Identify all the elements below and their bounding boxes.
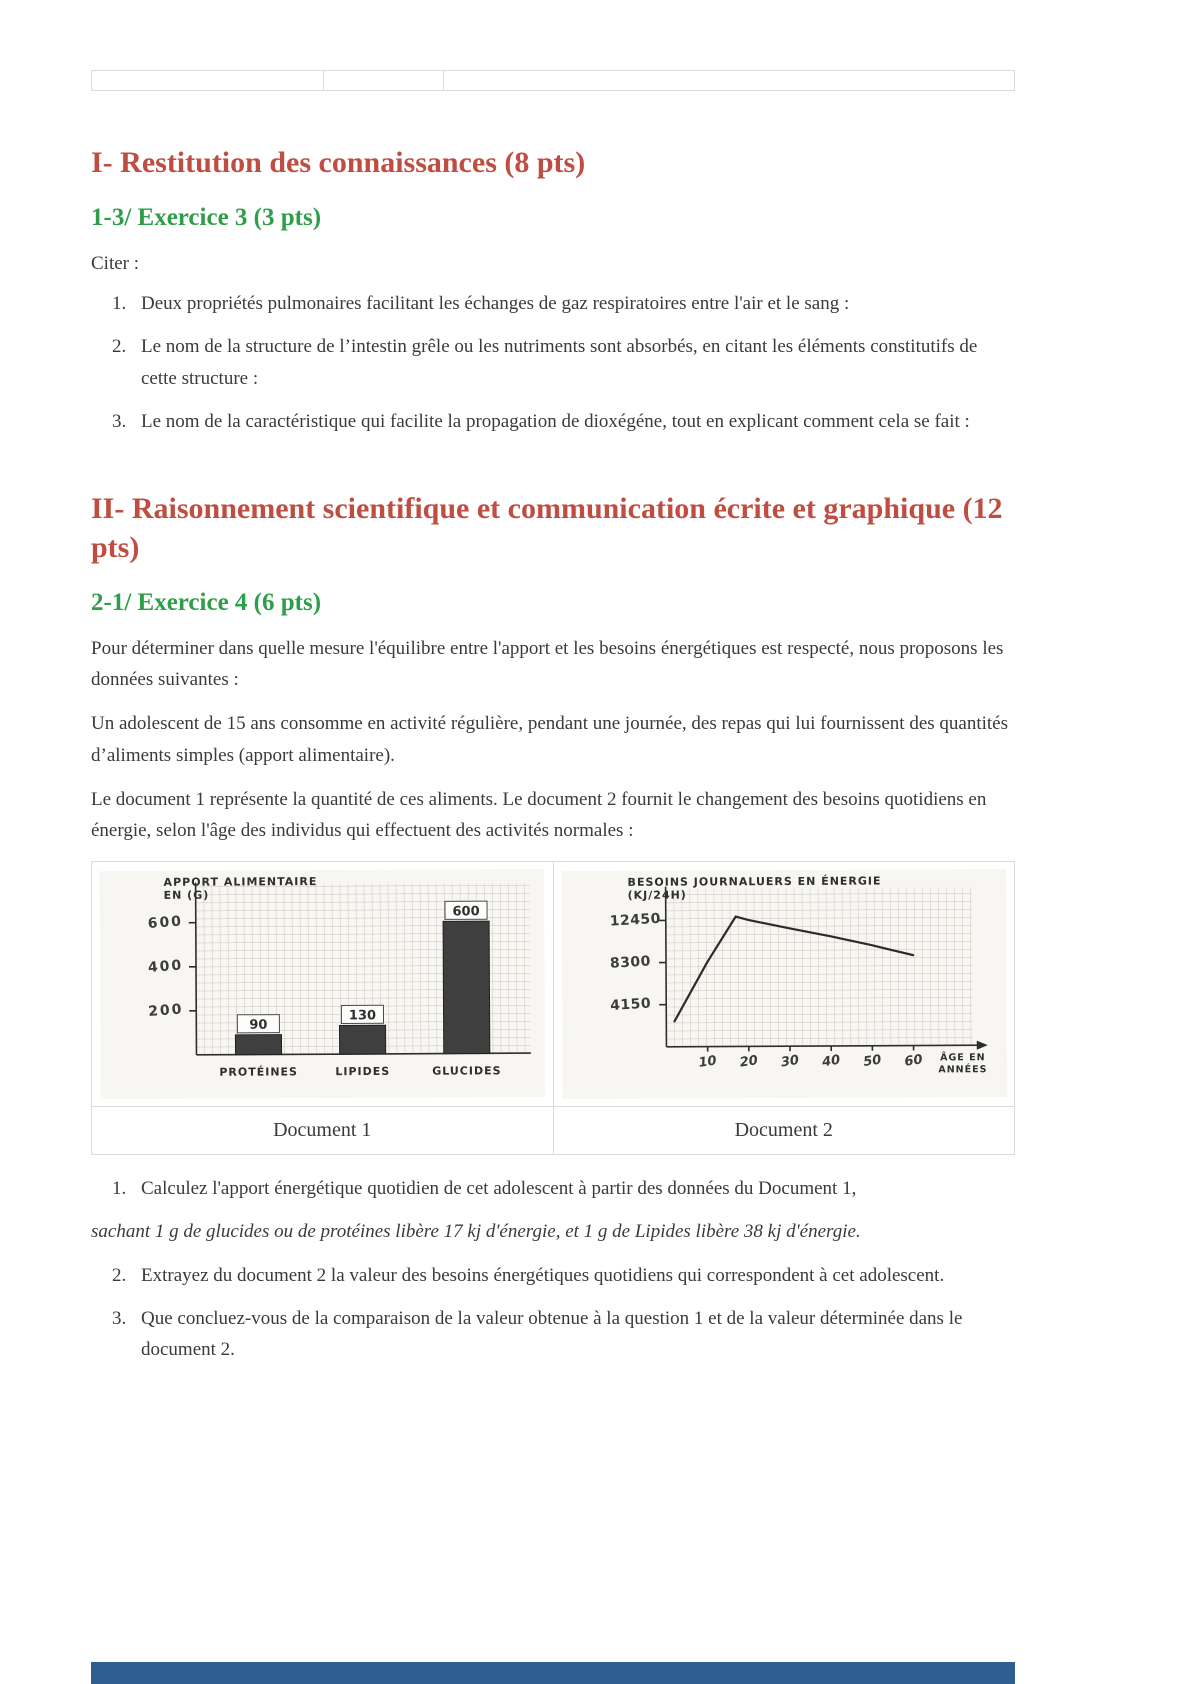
exercice4-paragraph: Un adolescent de 15 ans consomme en activité régulière, pendant une journée, des repas qui lui fournissent des quantités d’aliments simples (apport alimentaire). — [91, 713, 1009, 766]
documents-table — [91, 861, 1015, 1155]
document1-bar-chart-image — [100, 870, 545, 1098]
top-partial-table — [91, 70, 1015, 91]
list-item: 2. Le nom de la structure de l’intestin grêle ou les nutriments sont absorbés, en citant les éléments constitutifs de cette structure : — [131, 331, 1015, 394]
svg-text:200: 200 — [147, 1001, 185, 1020]
svg-text:12450: 12450 — [608, 910, 661, 930]
table-cell — [92, 71, 324, 91]
svg-text:20: 20 — [738, 1052, 759, 1071]
exercice4-title: 2-1/ Exercice 4 (6 pts) — [91, 589, 322, 617]
list-item: 1. Deux propriétés pulmonaires facilitant les échanges de gaz respiratoires entre l'air et le sang : — [131, 288, 1015, 319]
list-item: 3. Que concluez-vous de la comparaison de la valeur obtenue à la question 1 et de la valeur déterminée dans le document 2. — [131, 1303, 1015, 1366]
svg-text:30: 30 — [779, 1052, 800, 1071]
svg-text:ÂGE EN: ÂGE EN — [939, 1051, 986, 1064]
document1-cell — [92, 861, 554, 1106]
document2-cell — [553, 861, 1015, 1106]
bottom-table-header-bar — [91, 1662, 1015, 1684]
svg-text:ANNÉES: ANNÉES — [937, 1063, 987, 1076]
exercice3-lead: Citer : — [91, 252, 140, 274]
exercice4-paragraph: Le document 1 représente la quantité de ces aliments. Le document 2 fournit le changement des besoins quotidiens en énergie, selon l'âge des individus qui effectuent des activités normales : — [91, 789, 987, 842]
svg-text:400: 400 — [147, 957, 184, 976]
svg-text:4150: 4150 — [609, 995, 652, 1014]
svg-text:50: 50 — [861, 1052, 882, 1070]
svg-text:40: 40 — [820, 1052, 841, 1070]
table-row — [92, 861, 1015, 1106]
document1-caption: Document 1 — [92, 1107, 554, 1155]
document-page — [91, 0, 1015, 1366]
table-row — [92, 1107, 1015, 1155]
list-item: 1. Calculez l'apport énergétique quotidien de cet adolescent à partir des données du Document 1, — [131, 1173, 1015, 1204]
svg-text:10: 10 — [697, 1053, 718, 1071]
table-cell — [324, 71, 444, 91]
exercice3-title: 1-3/ Exercice 3 (3 pts) — [91, 204, 322, 231]
document2-line-chart-image — [562, 870, 1007, 1098]
svg-text:600: 600 — [147, 913, 184, 932]
table-row — [92, 71, 1015, 91]
svg-text:600: 600 — [452, 904, 480, 920]
svg-text:60: 60 — [903, 1052, 924, 1070]
section2-title: II- Raisonnement scientifique et communication écrite et graphique (12 pts) — [91, 492, 1003, 565]
svg-text:APPORT ALIMENTAIRE: APPORT ALIMENTAIRE — [163, 874, 318, 889]
svg-text:EN (G): EN (G) — [163, 888, 210, 902]
svg-text:LIPIDES: LIPIDES — [335, 1064, 391, 1078]
exercice4-questions-continued — [91, 1260, 1015, 1366]
svg-text:PROTÉINES: PROTÉINES — [219, 1065, 299, 1079]
svg-text:8300: 8300 — [609, 953, 651, 972]
document2-caption: Document 2 — [553, 1107, 1015, 1155]
list-item: 2. Extrayez du document 2 la valeur des besoins énergétiques quotidiens qui correspondent à cet adolescent. — [131, 1260, 1015, 1291]
exercice4-paragraph: Pour déterminer dans quelle mesure l'équilibre entre l'apport et les besoins énergétiques est respecté, nous proposons les données suivantes : — [91, 637, 1004, 691]
svg-text:GLUCIDES: GLUCIDES — [432, 1064, 502, 1078]
table-cell — [444, 71, 1015, 91]
section1-title: I- Restitution des connaissances (8 pts) — [91, 146, 586, 179]
exercice4-questions — [91, 1173, 1015, 1204]
svg-text:(KJ/24H): (KJ/24H) — [627, 888, 687, 902]
svg-text:130: 130 — [348, 1008, 377, 1024]
svg-text:90: 90 — [249, 1017, 268, 1033]
list-item: 3. Le nom de la caractéristique qui facilite la propagation de dioxégéne, tout en explicant comment cela se fait : — [131, 406, 1015, 437]
energy-note: sachant 1 g de glucides ou de protéines libère 17 kj d'énergie, et 1 g de Lipides libère 38 kj d'énergie. — [91, 1221, 861, 1243]
exercice3-list — [91, 288, 1015, 437]
svg-text:BESOINS JOURNALUERS EN ÉNERGIE: BESOINS JOURNALUERS EN ÉNERGIE — [627, 874, 882, 889]
